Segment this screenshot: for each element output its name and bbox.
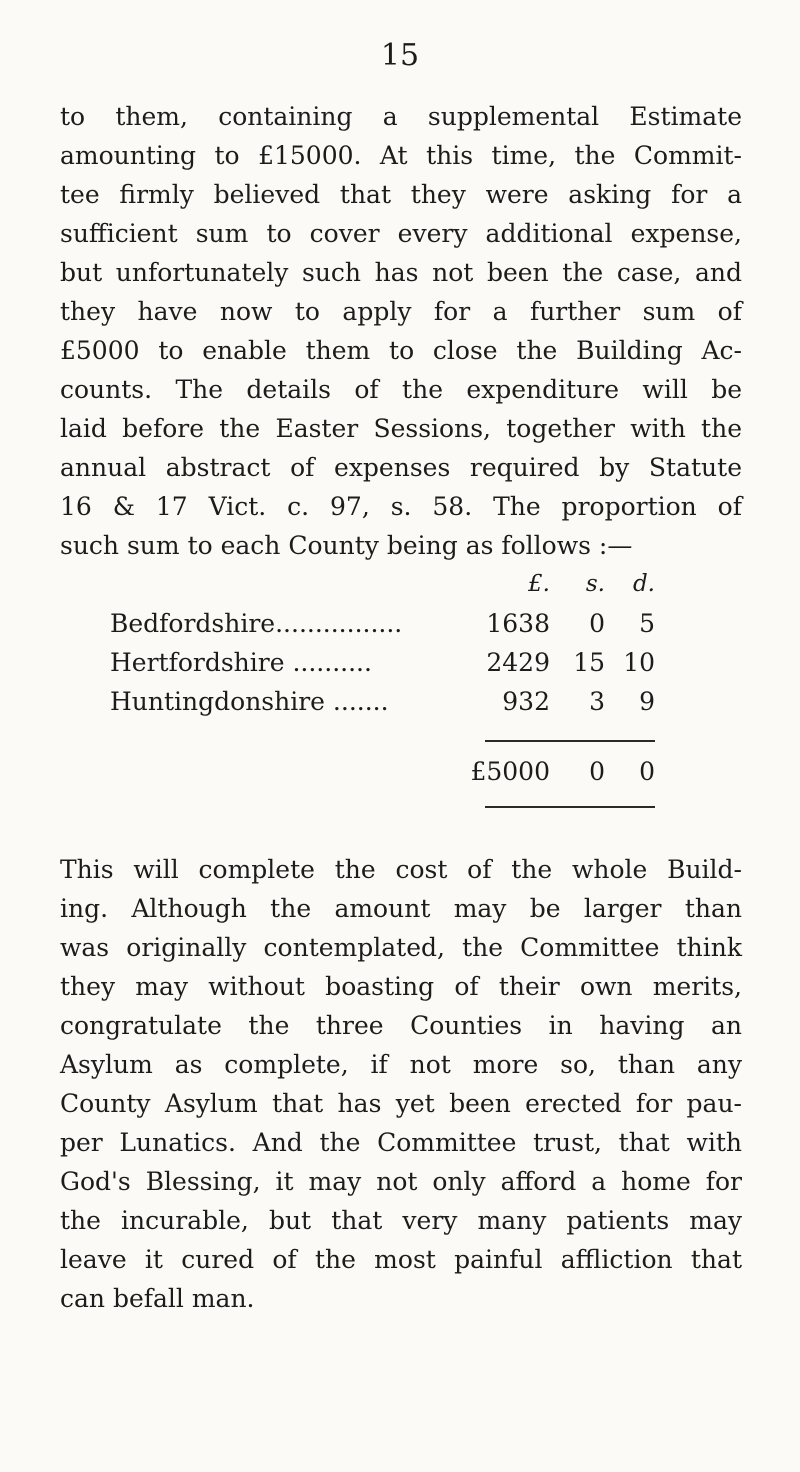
shillings-value: 3: [589, 687, 605, 716]
text-line: was originally contemplated, the Committee think: [60, 933, 742, 962]
total-pounds: £5000: [470, 757, 550, 786]
county-name: Bedfordshire................: [110, 609, 403, 638]
text-line: to them, containing a supplemental Estimate: [60, 102, 742, 131]
shillings-header: s.: [585, 571, 605, 597]
text-line: amounting to £15000. At this time, the Commit-: [60, 141, 742, 170]
text-line: but unfortunately such has not been the case, and: [60, 258, 742, 287]
total-pence: 0: [639, 757, 655, 786]
text-line: such sum to each County being as follows :—: [60, 531, 633, 560]
pence-value: 5: [639, 609, 655, 638]
text-line: congratulate the three Counties in having an: [60, 1011, 742, 1040]
text-line: £5000 to enable them to close the Building Ac-: [60, 336, 742, 365]
text-line: 16 & 17 Vict. c. 97, s. 58. The proportion of: [60, 492, 742, 521]
text-line: laid before the Easter Sessions, together with the: [60, 414, 742, 443]
pounds-value: 2429: [486, 648, 550, 677]
page-number: 15: [380, 38, 420, 73]
text-line: County Asylum that has yet been erected for pau-: [60, 1089, 742, 1118]
text-line: God's Blessing, it may not only afford a home for: [60, 1167, 742, 1196]
pounds-value: 1638: [486, 609, 550, 638]
text-line: counts. The details of the expenditure will be: [60, 375, 742, 404]
pence-header: d.: [632, 571, 655, 597]
shillings-value: 0: [589, 609, 605, 638]
pence-value: 10: [623, 648, 655, 677]
pounds-header: £.: [528, 571, 550, 597]
text-line: the incurable, but that very many patients may: [60, 1206, 742, 1235]
text-line: sufficient sum to cover every additional expense,: [60, 219, 742, 248]
pence-value: 9: [639, 687, 655, 716]
text-line: tee firmly believed that they were asking for a: [60, 180, 742, 209]
shillings-value: 15: [573, 648, 605, 677]
paragraph-completion: [60, 850, 742, 1318]
text-line: they may without boasting of their own merits,: [60, 972, 742, 1001]
text-line: ing. Although the amount may be larger than: [60, 894, 742, 923]
total-rule-top: [485, 740, 655, 742]
paragraph-supplemental-estimate: [60, 97, 742, 565]
pounds-value: 932: [502, 687, 550, 716]
text-line: can befall man.: [60, 1284, 255, 1313]
text-line: per Lunatics. And the Committee trust, that with: [60, 1128, 742, 1157]
text-line: they have now to apply for a further sum of: [60, 297, 742, 326]
text-line: Asylum as complete, if not more so, than any: [60, 1050, 742, 1079]
total-shillings: 0: [589, 757, 605, 786]
text-line: This will complete the cost of the whole Build-: [60, 855, 742, 884]
total-rule-bottom: [485, 806, 655, 808]
text-line: annual abstract of expenses required by Statute: [60, 453, 742, 482]
text-line: leave it cured of the most painful affliction that: [60, 1245, 742, 1274]
county-name: Huntingdonshire .......: [110, 687, 389, 716]
county-name: Hertfordshire ..........: [110, 648, 372, 677]
